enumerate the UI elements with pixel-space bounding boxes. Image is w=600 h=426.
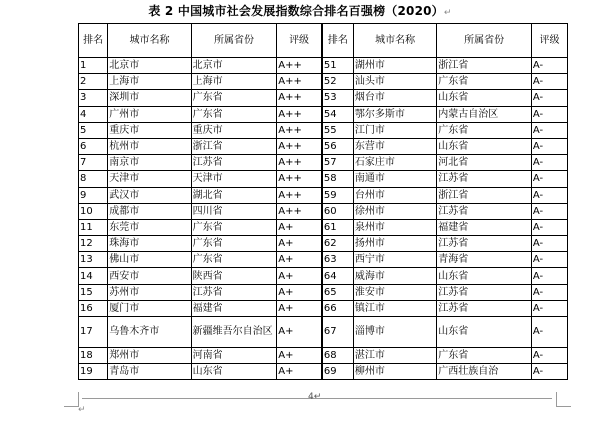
- table-cell: 广东省: [191, 219, 277, 235]
- table-cell: 59: [322, 187, 354, 203]
- table-cell: A-: [531, 348, 567, 364]
- table-cell: 镇江市: [353, 300, 436, 316]
- table-cell: 江苏省: [191, 155, 277, 171]
- table-cell: 乌鲁木齐市: [108, 317, 191, 348]
- column-header: 排名: [79, 24, 108, 58]
- table-cell: A+: [277, 252, 322, 268]
- table-cell: 福建省: [191, 300, 277, 316]
- table-cell: 60: [322, 203, 354, 219]
- table-cell: 山东省: [437, 90, 532, 106]
- table-cell: A-: [531, 58, 567, 74]
- table-cell: A++: [277, 90, 322, 106]
- table-cell: A-: [531, 364, 567, 380]
- table-row: [79, 90, 568, 106]
- table-row: [79, 155, 568, 171]
- table-cell: A-: [531, 171, 567, 187]
- table-cell: 浙江省: [437, 58, 532, 74]
- table-row: [79, 268, 568, 284]
- table-cell: 成都市: [108, 203, 191, 219]
- table-cell: 4: [79, 106, 108, 122]
- table-cell: 柳州市: [353, 364, 436, 380]
- table-cell: A++: [277, 187, 322, 203]
- table-cell: A-: [531, 219, 567, 235]
- column-header: 评级: [531, 24, 567, 58]
- table-cell: A+: [277, 236, 322, 252]
- table-cell: 12: [79, 236, 108, 252]
- table-cell: A-: [531, 317, 567, 348]
- table-cell: 63: [322, 252, 354, 268]
- table-row: [79, 106, 568, 122]
- table-cell: A-: [531, 268, 567, 284]
- table-cell: A+: [277, 284, 322, 300]
- table-cell: 广西壮族自治: [437, 364, 532, 380]
- table-cell: A++: [277, 58, 322, 74]
- table-cell: A+: [277, 364, 322, 380]
- table-cell: 61: [322, 219, 354, 235]
- table-cell: 新疆维吾尔自治区: [191, 317, 277, 348]
- table-cell: 江苏省: [437, 284, 532, 300]
- table-cell: 徐州市: [353, 203, 436, 219]
- table-cell: 东莞市: [108, 219, 191, 235]
- table-row: [79, 138, 568, 154]
- table-row: [79, 122, 568, 138]
- table-cell: A-: [531, 155, 567, 171]
- table-cell: 广东省: [437, 348, 532, 364]
- table-cell: 广东省: [191, 106, 277, 122]
- table-cell: 泉州市: [353, 219, 436, 235]
- table-header-row: [79, 24, 568, 58]
- table-cell: 56: [322, 138, 354, 154]
- table-cell: 西宁市: [353, 252, 436, 268]
- table-cell: A-: [531, 138, 567, 154]
- table-cell: A+: [277, 300, 322, 316]
- table-cell: A-: [531, 122, 567, 138]
- table-cell: 51: [322, 58, 354, 74]
- table-cell: 69: [322, 364, 354, 380]
- column-header: 所属省份: [191, 24, 277, 58]
- table-cell: 山东省: [191, 364, 277, 380]
- table-row: [79, 58, 568, 74]
- table-cell: 57: [322, 155, 354, 171]
- table-cell: 西安市: [108, 268, 191, 284]
- table-cell: 南通市: [353, 171, 436, 187]
- table-cell: 15: [79, 284, 108, 300]
- table-cell: 11: [79, 219, 108, 235]
- table-cell: 广东省: [437, 74, 532, 90]
- table-cell: 湖州市: [353, 58, 436, 74]
- table-cell: 珠海市: [108, 236, 191, 252]
- table-cell: A+: [277, 268, 322, 284]
- table-cell: A+: [277, 317, 322, 348]
- table-cell: 广东省: [191, 236, 277, 252]
- table-cell: 深圳市: [108, 90, 191, 106]
- table-cell: A++: [277, 74, 322, 90]
- table-cell: 淮安市: [353, 284, 436, 300]
- table-cell: 65: [322, 284, 354, 300]
- table-cell: 1: [79, 58, 108, 74]
- table-cell: 64: [322, 268, 354, 284]
- table-cell: 江苏省: [437, 171, 532, 187]
- table-cell: A++: [277, 155, 322, 171]
- table-cell: A-: [531, 90, 567, 106]
- table-body: [79, 58, 568, 380]
- table-cell: A++: [277, 171, 322, 187]
- table-cell: 湖北省: [191, 187, 277, 203]
- table-row: [79, 317, 568, 348]
- table-cell: 淄博市: [353, 317, 436, 348]
- table-cell: 东营市: [353, 138, 436, 154]
- table-cell: 14: [79, 268, 108, 284]
- table-cell: 7: [79, 155, 108, 171]
- table-cell: 浙江省: [191, 138, 277, 154]
- table-cell: A-: [531, 284, 567, 300]
- table-cell: 青海省: [437, 252, 532, 268]
- column-header: 城市名称: [108, 24, 191, 58]
- table-cell: A++: [277, 122, 322, 138]
- table-cell: 江苏省: [437, 300, 532, 316]
- table-cell: 山东省: [437, 317, 532, 348]
- table-cell: 广东省: [191, 252, 277, 268]
- table-row: [79, 171, 568, 187]
- table-cell: 内蒙古自治区: [437, 106, 532, 122]
- table-cell: 湛江市: [353, 348, 436, 364]
- table-cell: 13: [79, 252, 108, 268]
- column-header: 评级: [277, 24, 322, 58]
- table-cell: A++: [277, 106, 322, 122]
- table-cell: 58: [322, 171, 354, 187]
- table-cell: 62: [322, 236, 354, 252]
- page-number: 4↵: [308, 392, 322, 402]
- table-cell: 上海市: [191, 74, 277, 90]
- table-caption: [0, 2, 600, 20]
- table-cell: A-: [531, 106, 567, 122]
- table-cell: 55: [322, 122, 354, 138]
- paragraph-mark: ↵: [78, 405, 86, 415]
- table-cell: 广州市: [108, 106, 191, 122]
- table-cell: 山东省: [437, 268, 532, 284]
- table-cell: 2: [79, 74, 108, 90]
- table-cell: 重庆市: [108, 122, 191, 138]
- table-cell: 石家庄市: [353, 155, 436, 171]
- table-row: [79, 300, 568, 316]
- table-cell: 17: [79, 317, 108, 348]
- table-row: [79, 219, 568, 235]
- table-cell: 54: [322, 106, 354, 122]
- table-cell: 江苏省: [437, 203, 532, 219]
- table-cell: 上海市: [108, 74, 191, 90]
- table-cell: 杭州市: [108, 138, 191, 154]
- table-cell: 广东省: [191, 90, 277, 106]
- table-cell: 10: [79, 203, 108, 219]
- table-row: [79, 364, 568, 380]
- table-cell: 河南省: [191, 348, 277, 364]
- table-cell: 江苏省: [437, 236, 532, 252]
- table-row: [79, 284, 568, 300]
- table-cell: 52: [322, 74, 354, 90]
- table-cell: 四川省: [191, 203, 277, 219]
- table-cell: 67: [322, 317, 354, 348]
- table-row: [79, 203, 568, 219]
- table-cell: 天津市: [191, 171, 277, 187]
- table-row: [79, 187, 568, 203]
- table-cell: 18: [79, 348, 108, 364]
- ranking-table: [78, 23, 568, 380]
- table-cell: 汕头市: [353, 74, 436, 90]
- table-cell: 台州市: [353, 187, 436, 203]
- table-cell: 福建省: [437, 219, 532, 235]
- table-cell: 9: [79, 187, 108, 203]
- table-cell: 北京市: [191, 58, 277, 74]
- table-cell: 重庆市: [191, 122, 277, 138]
- column-header: 排名: [322, 24, 354, 58]
- table-cell: 5: [79, 122, 108, 138]
- table-cell: A-: [531, 300, 567, 316]
- table-cell: 青岛市: [108, 364, 191, 380]
- page-corner-left: [64, 392, 79, 407]
- table-cell: 武汉市: [108, 187, 191, 203]
- table-cell: A+: [277, 348, 322, 364]
- table-cell: 19: [79, 364, 108, 380]
- table-cell: 3: [79, 90, 108, 106]
- table-cell: 16: [79, 300, 108, 316]
- table-cell: 郑州市: [108, 348, 191, 364]
- table-cell: A-: [531, 187, 567, 203]
- table-row: [79, 74, 568, 90]
- table-cell: 66: [322, 300, 354, 316]
- table-row: [79, 252, 568, 268]
- column-header: 城市名称: [353, 24, 436, 58]
- table-cell: A-: [531, 252, 567, 268]
- paragraph-mark: ↵: [443, 8, 452, 18]
- table-cell: 天津市: [108, 171, 191, 187]
- table-cell: 鄂尔多斯市: [353, 106, 436, 122]
- table-cell: A++: [277, 203, 322, 219]
- table-cell: 扬州市: [353, 236, 436, 252]
- table-row: [79, 348, 568, 364]
- table-cell: 河北省: [437, 155, 532, 171]
- table-cell: 68: [322, 348, 354, 364]
- table-cell: 江门市: [353, 122, 436, 138]
- table-cell: A++: [277, 138, 322, 154]
- page-corner-right: [556, 392, 571, 407]
- table-cell: 广东省: [437, 122, 532, 138]
- table-row: [79, 236, 568, 252]
- table-cell: A-: [531, 236, 567, 252]
- table-cell: 陕西省: [191, 268, 277, 284]
- table-cell: 浙江省: [437, 187, 532, 203]
- table-cell: 南京市: [108, 155, 191, 171]
- table-cell: 苏州市: [108, 284, 191, 300]
- table-cell: 8: [79, 171, 108, 187]
- table-cell: A+: [277, 219, 322, 235]
- table-cell: 53: [322, 90, 354, 106]
- table-cell: 厦门市: [108, 300, 191, 316]
- table-cell: 江苏省: [191, 284, 277, 300]
- table-cell: 山东省: [437, 138, 532, 154]
- table-cell: 威海市: [353, 268, 436, 284]
- column-header: 所属省份: [437, 24, 532, 58]
- table-cell: 烟台市: [353, 90, 436, 106]
- table-cell: 佛山市: [108, 252, 191, 268]
- table-caption-text: 表 2 中国城市社会发展指数综合排名百强榜（2020）: [148, 4, 444, 18]
- table-cell: 6: [79, 138, 108, 154]
- table-cell: A-: [531, 203, 567, 219]
- table-cell: A-: [531, 74, 567, 90]
- table-cell: 北京市: [108, 58, 191, 74]
